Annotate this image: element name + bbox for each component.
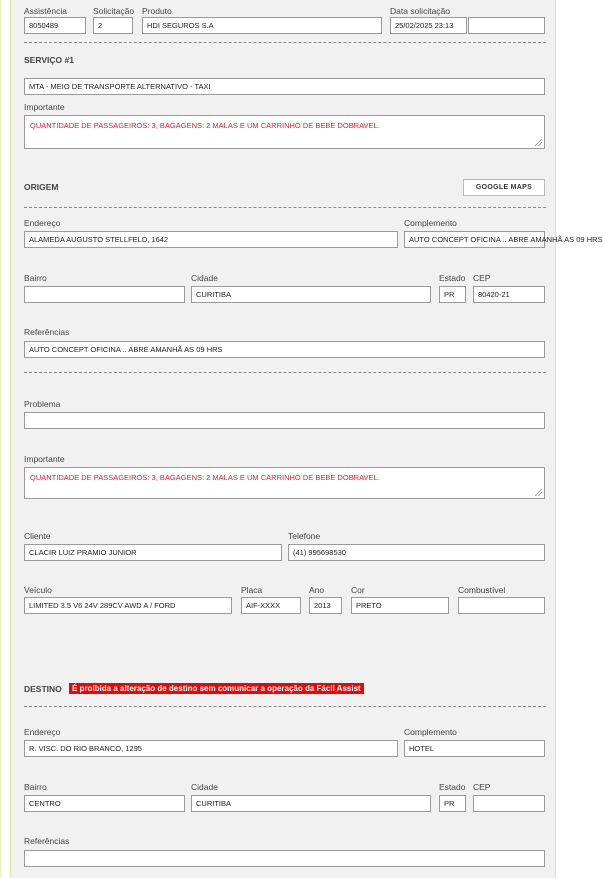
origem-bairro-label: Bairro bbox=[24, 273, 47, 283]
produto-label: Produto bbox=[142, 6, 172, 16]
solicitacao-field[interactable]: 2 bbox=[93, 17, 133, 34]
origem-cep-field[interactable]: 80420-21 bbox=[473, 286, 545, 303]
problema-label: Problema bbox=[24, 399, 61, 409]
destino-cidade-label: Cidade bbox=[191, 782, 218, 792]
ano-field[interactable]: 2013 bbox=[309, 597, 342, 614]
cor-label: Cor bbox=[351, 585, 365, 595]
ano-label: Ano bbox=[309, 585, 325, 595]
left-border-line bbox=[0, 0, 1, 878]
destino-cidade-field[interactable]: CURITIBA bbox=[191, 795, 431, 812]
destino-warning-badge: É proibida a alteração de destino sem comunicar a operação da Fácil Assist bbox=[69, 683, 364, 694]
destino-bairro-label: Bairro bbox=[24, 782, 47, 792]
destino-cep-field[interactable] bbox=[473, 795, 545, 812]
combustivel-field[interactable] bbox=[458, 597, 545, 614]
servico-field[interactable]: MTA - MEIO DE TRANSPORTE ALTERNATIVO - TAXI bbox=[24, 78, 545, 95]
destino-title: DESTINO bbox=[24, 684, 62, 694]
destino-cep-label: CEP bbox=[473, 782, 491, 792]
servico-title: SERVIÇO #1 bbox=[24, 55, 74, 65]
resize-grip-icon[interactable] bbox=[535, 139, 542, 146]
origem-referencias-field[interactable]: AUTO CONCEPT OFICINA .. ABRE AMANHÃ AS 09 HRS bbox=[24, 341, 545, 358]
servico-importante-textarea[interactable] bbox=[24, 115, 545, 149]
destino-estado-label: Estado bbox=[439, 782, 466, 792]
destino-complemento-label: Complemento bbox=[404, 727, 457, 737]
servico-importante-label: Importante bbox=[24, 102, 65, 112]
destino-bairro-field[interactable]: CENTRO bbox=[24, 795, 185, 812]
origem-endereco-field[interactable]: ALAMEDA AUGUSTO STELLFELD, 1642 bbox=[24, 231, 398, 248]
veiculo-label: Veículo bbox=[24, 585, 52, 595]
divider bbox=[24, 372, 546, 373]
divider bbox=[24, 42, 546, 43]
origem-cidade-field[interactable]: CURITIBA bbox=[191, 286, 431, 303]
solicitacao-label: Solicitação bbox=[93, 6, 135, 16]
data-solicitacao-label: Data solicitação bbox=[390, 6, 451, 16]
destino-referencias-label: Referências bbox=[24, 836, 70, 846]
origem-title: ORIGEM bbox=[24, 182, 59, 192]
servico-importante-text: QUANTIDADE DE PASSAGEIROS: 3, BAGAGENS: 2 MALAS E UM CARRINHO DE BEBE DOBRAVEL. bbox=[30, 121, 380, 130]
telefone-label: Telefone bbox=[288, 531, 321, 541]
data-solicitacao-extra-field[interactable] bbox=[468, 17, 545, 34]
placa-field[interactable]: AIF-XXXX bbox=[241, 597, 301, 614]
problema-field[interactable] bbox=[24, 412, 545, 429]
placa-label: Placa bbox=[241, 585, 263, 595]
assistencia-field[interactable]: 8050489 bbox=[24, 17, 86, 34]
data-solicitacao-field[interactable]: 25/02/2025 23:13 bbox=[390, 17, 467, 34]
origem-referencias-label: Referências bbox=[24, 327, 70, 337]
origem-cidade-label: Cidade bbox=[191, 273, 218, 283]
origem-complemento-field[interactable]: AUTO CONCEPT OFICINA .. ABRE AMANHÃ AS 09 HRS bbox=[404, 231, 545, 248]
cor-field[interactable]: PRETO bbox=[351, 597, 449, 614]
detalhes-importante-textarea[interactable] bbox=[24, 467, 545, 499]
origem-cep-label: CEP bbox=[473, 273, 491, 283]
produto-field[interactable]: HDI SEGUROS S.A bbox=[142, 17, 382, 34]
destino-referencias-field[interactable] bbox=[24, 850, 545, 867]
assistencia-label: Assistência bbox=[24, 6, 67, 16]
destino-endereco-field[interactable]: R. VISC. DO RIO BRANCO, 1295 bbox=[24, 740, 398, 757]
combustivel-label: Combustível bbox=[458, 585, 506, 595]
detalhes-importante-text: QUANTIDADE DE PASSAGEIROS: 3, BAGAGENS: 2 MALAS E UM CARRINHO DE BEBE DOBRAVEL. bbox=[30, 473, 380, 482]
divider bbox=[24, 207, 546, 208]
origem-endereco-label: Endereço bbox=[24, 218, 61, 228]
origem-bairro-field[interactable] bbox=[24, 286, 185, 303]
destino-complemento-field[interactable]: HOTEL bbox=[404, 740, 545, 757]
detalhes-importante-label: Importante bbox=[24, 454, 65, 464]
resize-grip-icon[interactable] bbox=[535, 489, 542, 496]
google-maps-button[interactable]: GOOGLE MAPS bbox=[463, 179, 545, 196]
origem-complemento-label: Complemento bbox=[404, 218, 457, 228]
origem-estado-field[interactable]: PR bbox=[439, 286, 466, 303]
origem-estado-label: Estado bbox=[439, 273, 466, 283]
cliente-field[interactable]: CLACIR LUIZ PRAMIO JUNIOR bbox=[24, 544, 282, 561]
divider bbox=[24, 706, 546, 707]
destino-endereco-label: Endereço bbox=[24, 727, 61, 737]
destino-estado-field[interactable]: PR bbox=[439, 795, 466, 812]
veiculo-field[interactable]: LIMITED 3.5 V6 24V 289CV AWD A / FORD bbox=[24, 597, 232, 614]
telefone-field[interactable]: (41) 995698530 bbox=[288, 544, 545, 561]
cliente-label: Cliente bbox=[24, 531, 51, 541]
